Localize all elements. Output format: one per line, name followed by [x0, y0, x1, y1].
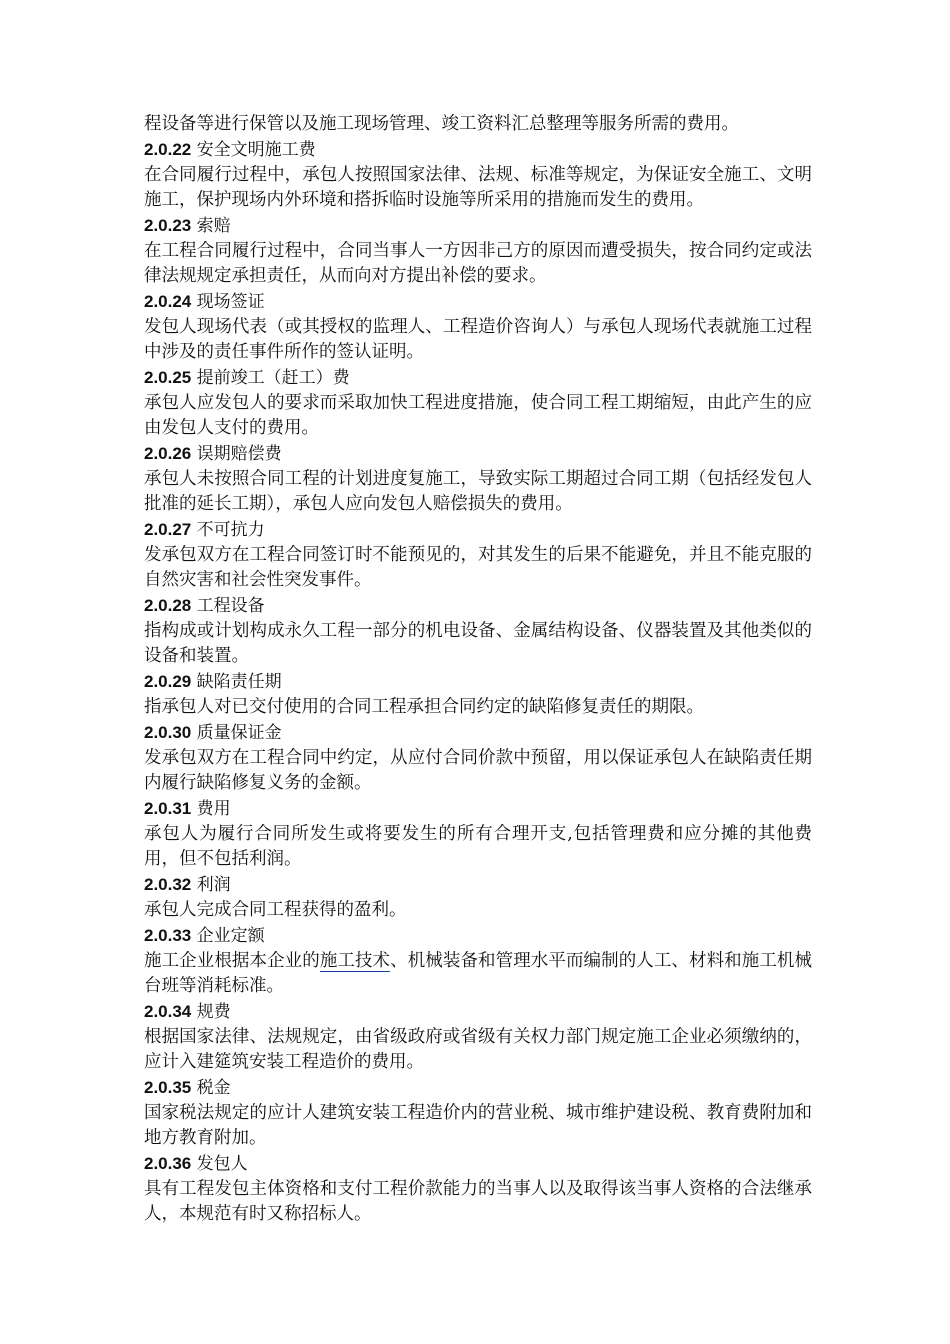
term-number: 2.0.27 [144, 520, 192, 539]
term-heading [144, 923, 812, 949]
term-number: 2.0.23 [144, 216, 192, 235]
term-number: 2.0.36 [144, 1154, 192, 1173]
term-number: 2.0.22 [144, 140, 192, 159]
term-title: 企业定额 [196, 926, 265, 946]
term-heading [144, 1151, 812, 1177]
term-body: 国家税法规定的应计人建筑安装工程造价内的营业税、城市维护建设税、教育费附加和地方教育附加。 [144, 1103, 812, 1148]
document-body [144, 112, 812, 1227]
term-heading [144, 213, 812, 239]
term-heading [144, 517, 812, 543]
term-heading [144, 720, 812, 746]
term-body: 发包人现场代表（或其授权的监理人、工程造价咨询人）与承包人现场代表就施工过程中涉及的责任事件所作的签认证明。 [144, 317, 812, 362]
term-heading [144, 137, 812, 163]
construction-technology-link[interactable]: 施工技术 [319, 951, 391, 971]
term-heading [144, 289, 812, 315]
term-heading [144, 1075, 812, 1101]
term-title: 利润 [196, 875, 231, 895]
term-heading [144, 796, 812, 822]
term-title: 规费 [196, 1002, 231, 1022]
term-heading [144, 593, 812, 619]
term-heading [144, 872, 812, 898]
term-body: 承包人未按照合同工程的计划进度复施工，导致实际工期超过合同工期（包括经发包人批准的延长工期），承包人应向发包人赔偿损失的费用。 [144, 469, 812, 514]
term-number: 2.0.26 [144, 444, 192, 463]
term-number: 2.0.25 [144, 368, 192, 387]
term-number: 2.0.29 [144, 672, 192, 691]
term-body-text: 施工企业根据本企业的 [144, 951, 320, 971]
term-heading [144, 441, 812, 467]
term-body-text: 、机械装备和管理水平而编制的人工、材料和施工机械台班等消耗标准。 [144, 951, 813, 996]
term-body: 承包人为履行合同所发生或将要发生的所有合理开支,包括管理费和应分摊的其他费用，但不包括利润。 [144, 824, 812, 869]
intro-paragraph: 程设备等进行保管以及施工现场管理、竣工资料汇总整理等服务所需的费用。 [144, 114, 739, 134]
term-body [144, 949, 812, 999]
term-title: 提前竣工（赶工）费 [196, 368, 350, 388]
term-title: 税金 [196, 1078, 231, 1098]
term-title: 索赔 [196, 216, 231, 236]
term-title: 误期赔偿费 [196, 444, 282, 464]
term-number: 2.0.28 [144, 596, 192, 615]
term-title: 安全文明施工费 [196, 140, 316, 160]
term-number: 2.0.31 [144, 799, 192, 818]
term-body: 发承包双方在工程合同签订时不能预见的，对其发生的后果不能避免，并且不能克服的自然灾害和社会性突发事件。 [144, 545, 812, 590]
term-title: 质量保证金 [196, 723, 282, 743]
term-title: 工程设备 [196, 596, 265, 616]
term-number: 2.0.32 [144, 875, 192, 894]
term-body: 具有工程发包主体资格和支付工程价款能力的当事人以及取得该当事人资格的合法继承人，本规范有时又称招标人。 [144, 1179, 812, 1224]
term-number: 2.0.30 [144, 723, 192, 742]
term-title: 现场签证 [196, 292, 265, 312]
term-heading [144, 669, 812, 695]
term-title: 不可抗力 [196, 520, 265, 540]
term-body: 承包人完成合同工程获得的盈利。 [144, 900, 407, 920]
term-title: 费用 [196, 799, 231, 819]
term-body: 在合同履行过程中，承包人按照国家法律、法规、标准等规定，为保证安全施工、文明施工，保护现场内外环境和搭拆临时设施等所采用的措施而发生的费用。 [144, 165, 812, 210]
term-heading [144, 365, 812, 391]
term-number: 2.0.24 [144, 292, 192, 311]
term-number: 2.0.33 [144, 926, 192, 945]
term-number: 2.0.34 [144, 1002, 192, 1021]
term-body: 发承包双方在工程合同中约定，从应付合同价款中预留，用以保证承包人在缺陷责任期内履行缺陷修复义务的金额。 [144, 748, 812, 793]
term-body: 指承包人对已交付使用的合同工程承担合同约定的缺陷修复责任的期限。 [144, 697, 704, 717]
term-body: 承包人应发包人的要求而采取加快工程进度措施，使合同工程工期缩短，由此产生的应由发包人支付的费用。 [144, 393, 812, 438]
term-number: 2.0.35 [144, 1078, 192, 1097]
term-title: 发包人 [196, 1154, 248, 1174]
term-body: 根据国家法律、法规规定，由省级政府或省级有关权力部门规定施工企业必须缴纳的，应计入建筵筑安装工程造价的费用。 [144, 1027, 812, 1072]
term-title: 缺陷责任期 [196, 672, 282, 692]
term-body: 在工程合同履行过程中，合同当事人一方因非己方的原因而遭受损失，按合同约定或法律法规规定承担责任，从而向对方提出补偿的要求。 [144, 241, 812, 286]
term-heading [144, 999, 812, 1025]
term-body: 指构成或计划构成永久工程一部分的机电设备、金属结构设备、仪器装置及其他类似的设备和装置。 [144, 621, 812, 666]
